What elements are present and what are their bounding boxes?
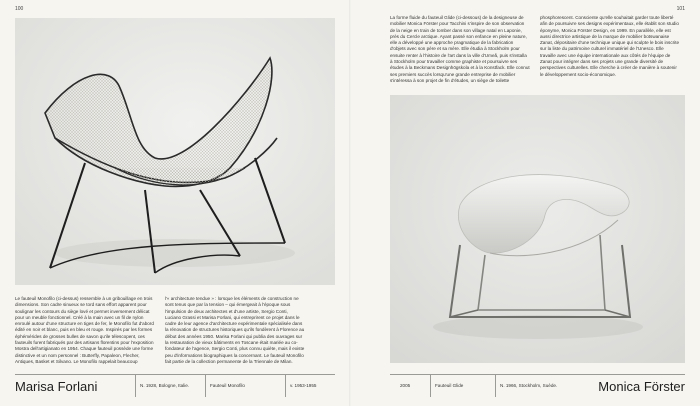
designer-name: Marisa Forlani: [15, 378, 98, 394]
page-number-left: 100: [15, 6, 24, 12]
object-date: v. 1953-1955: [285, 375, 335, 397]
right-caption-bar: [390, 374, 685, 397]
page-number-right: 101: [676, 6, 685, 12]
object-title: Fauteuil Monofilo: [205, 375, 285, 397]
right-text-columns: [390, 15, 680, 84]
left-body-column-2: l'« architecture tendue » : lorsque les éléments de construction ne sont tenus que par la tension – qui émergeait à l'époque sous l'impulsion de deux architectes et d'une artiste, Sergio Conti, Luciano Grassi et Marisa Forlani, qui entreprirent ce projet dans le cadre de leur agence d'architecture expérimentale spécialisée dans la rénovation de structures historiques qu'ils fondèrent à Florence au début des années 1950. Marisa Forlani qui publia des ouvrages sur la restauration de vieux bâtiments en Toscane était mariée au co-fondateur de l'agence, Sergio Conti, plus connu quiète, mais il existe peu d'informations biographiques la concernant. Le fauteuil Monofilo fait partie de la collection permanente de la Triennale de Milan.: [165, 296, 305, 364]
right-body-column-2: phosphorescent. Consciente qu'elle souhaitait garder toute liberté afin de poursuivre ses designs expérimentaux, elle établit son studio éponyme, Monica Förster Design, en 1999. En parallèle, elle est aussi directrice artistique de la marque de mobilier botswanaise Zanat, dépositaire d'une technique unique qui sculpte le bois inscrite sur la liste du patrimoine culturel immatériel de l'Unesco. Elle travaille avec une équipe internationale aux côtés de l'équipe de Zanat pour intégrer dans ses projets une grande diversité de perspectives culturelles. Elle cherche à créer de manière à soutenir le développement socio-économique.: [540, 15, 680, 77]
wire-mesh-armchair-image: [15, 18, 335, 285]
monofilo-chair-photo: [15, 18, 335, 285]
left-text-columns: [15, 296, 305, 365]
right-body-column-1: La forme fluide du fauteuil Glide (ci-dessous) de la designeuse de mobilier Monica Förster pour Tacchini s'inspire de son observation de la neige en train de tomber dans son village natal en Laponie, près du Cercle arctique. Ayant passé son enfance en pleine nature, elle a développé une approche pragmatique de la fabrication d'objets avec son père et sa mère. Elle étudia à Stockholm pour ensuite renter à l'histoire de l'art dans la ville d'Umeå, puis s'installa à Stockholm pour travailler comme graphiste et poursuivre ses études à la Beckmans Designhögskola et à la Konstfack. Elle connut ses premiers succès lorsqu'une grande entreprise de mobilier s'intéressa à son projet de fin d'études, un siège de toilette: [390, 15, 530, 83]
designer-name-right: Monica Förster: [598, 378, 685, 394]
white-molded-armchair-image: [390, 95, 685, 363]
object-date-right: 2005: [400, 383, 411, 388]
designer-birth-right: N. 1966, Stockholm, Suède.: [495, 375, 575, 397]
left-caption-bar: [15, 374, 335, 397]
right-page: [350, 0, 700, 406]
left-body-column-1: Le fauteuil Monofilo (ci-dessus) ressemble à un gribouillage en trois dimensions. Son cadre sinueux se tord sans effort apparent pour soulignar les contours du siège lové et permet inversement délicat pour un meuble fonctionnel. Créé à la main avec un fil de nylon enroulé autour d'une structure en tiges de fer, le Monofilo fut d'abord édité en noir et blanc, puis en bleu et rouge. Inspirés par les formes éphémérides de grosses bulles de savon qu'ile télescopent, ces fauteuils furent fabriqués par des artisans florentins pour l'exposition Mostra dell'artigianato en 1954. Chaque fauteuil possède une forme distinctive et un nom personnel : Butterfly, Papaleon, Flecher, Antiques, Basket et Silvano. Le Monofilo rappelait beaucoup: [15, 296, 154, 364]
designer-birth: N. 1928, Bologne, Italie.: [135, 375, 205, 397]
object-title-right: Fauteuil Glide: [430, 375, 495, 397]
glide-chair-photo: [390, 95, 685, 363]
